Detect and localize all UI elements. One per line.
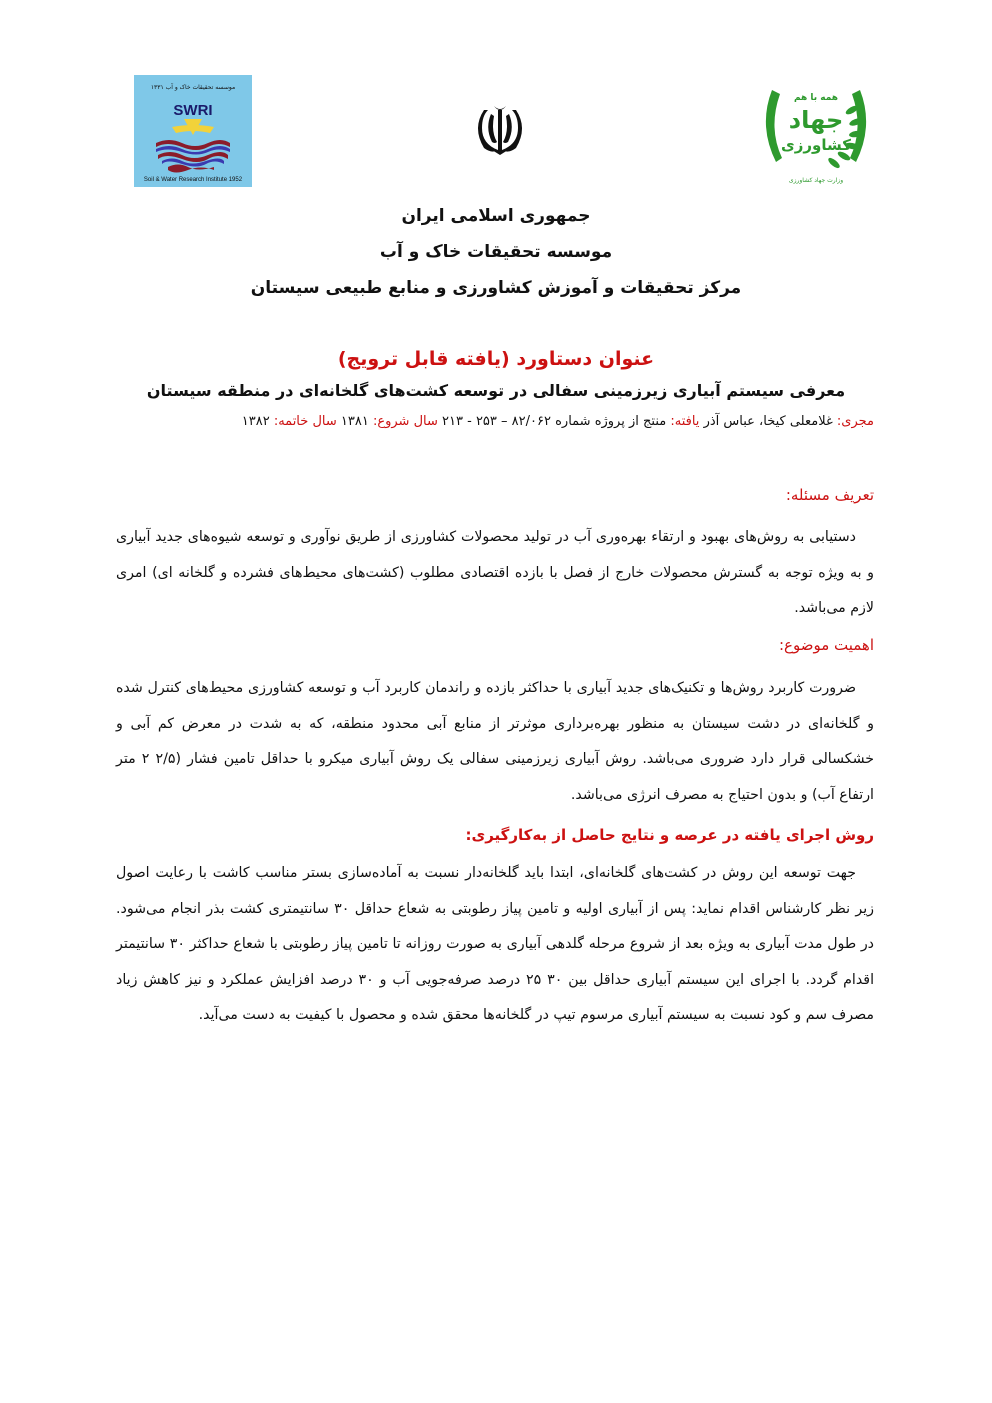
jahad-logo-graphic (752, 70, 880, 190)
start-year-value: ۱۳۸۱ (340, 414, 369, 429)
section-heading-importance: اهمیت موضوع: (778, 636, 874, 654)
jahad-slogan: همه با هم (793, 93, 839, 103)
iran-emblem-icon (470, 98, 530, 158)
finding-label: یافته: (670, 414, 700, 429)
header-country: جمهوری اسلامی ایران (401, 206, 591, 226)
executor-label: مجری: (836, 414, 874, 429)
swri-acronym: SWRI (173, 102, 213, 119)
end-year-value: ۱۳۸۲ (241, 414, 270, 429)
swri-logo-graphic (134, 75, 252, 187)
header-institute: موسسه تحقیقات خاک و آب (379, 242, 613, 262)
achievement-subject: معرفی سیستم آبیاری زیرزمینی سفالی در توسعه کشت‌های گلخانه‌ای در منطقه سیستان (146, 381, 846, 400)
executor-value: غلامعلی کیخا، عباس آذر (703, 414, 833, 429)
swri-logo (134, 75, 252, 187)
section-heading-method: روش اجرای یافته در عرصه و نتایج حاصل از به‌کارگیری: (465, 826, 874, 844)
jahad-word: جهاد (788, 106, 844, 134)
end-year-label: سال خاتمه: (273, 414, 337, 429)
header-center: مرکز تحقیقات و آموزش کشاورزی و منابع طبیعی سیستان (250, 278, 742, 298)
keshavarzi-word: کشاورزی (781, 136, 851, 154)
finding-value: منتج از پروژه شماره ۸۲/۰۶۲ – ۲۵۳ - ۲۱۳ (442, 414, 667, 429)
start-year-label: سال شروع: (372, 414, 438, 429)
emblem-graphic (470, 98, 530, 158)
swri-english-text: Soil & Water Research Institute 1952 (143, 177, 243, 183)
ministry-name: وزارت جهاد کشاورزی (788, 177, 844, 184)
section-body-method: جهت توسعه این روش در کشت‌های گلخانه‌ای، ابتدا باید گلخانه‌دار نسبت به آماده‌سازی بستر مناسب کاشت با رعایت اصول زیر نظر کارشناس اقدام نماید: پس از آبیاری اولیه و تامین پیاز رطوبتی به شعاع حداقل ۳۰ سانتیمتری کشت بذر انجام می‌شود. در طول مدت آبیاری به ویژه بعد از شروع مرحله گلدهی آبیاری به صورت روزانه تا تامین پیاز رطوبتی با شعاع حداکثر ۳۰ سانتیمتر اقدام گردد. با اجرای این سیستم آبیاری حداقل بین ۳۰ ۲۵ درصد صرفه‌جویی آب و ۳۰ درصد افزایش عملکرد و نیز کاهش زیاد مصرف سم و کود نسبت به سیستم آبیاری مرسوم تیپ در گلخانه‌ها محقق شده و محصول با کیفیت به دست می‌آید. (116, 865, 875, 1023)
achievement-title-label: عنوان دستاورد (یافته قابل ترویج) (337, 348, 655, 370)
section-heading-problem: تعریف مسئله: (785, 486, 874, 504)
jahad-keshavarzi-logo (752, 70, 880, 190)
swri-persian-text: موسسه تحقیقات خاک و آب ۱۳۳۱ (150, 84, 236, 91)
section-body-problem: دستیابی به روش‌های بهبود و ارتقاء بهره‌وری آب در تولید محصولات کشاورزی از طریق نوآوری و توسعه شیوه‌های جدید آبیاری و به ویژه توجه به گسترش محصولات خارج از فصل با بازده اقتصادی مطلوب (کشت‌های محیط‌های فشرده و گلخانه ای) امری لازم می‌باشد. (116, 529, 874, 616)
section-body-importance: ضرورت کاربرد روش‌ها و تکنیک‌های جدید آبیاری با حداکثر بازده و راندمان کاربرد آب و توسعه کشاورزی محیط‌های کنترل شده و گلخانه‌ای در دشت سیستان به منظور بهره‌برداری موثرتر از منابع آبی محدود منطقه، که به شدت در معرض کم آبی و خشکسالی قرار دارد ضروری می‌باشد. روش آبیاری زیرزمینی سفالی یک روش آبیاری میکرو با حداقل تامین فشار (۲/۵ ۲ متر ارتفاع آب) و بدون احتیاج به مصرف انرژی می‌باشد. (116, 680, 875, 803)
project-meta-line (242, 414, 874, 429)
